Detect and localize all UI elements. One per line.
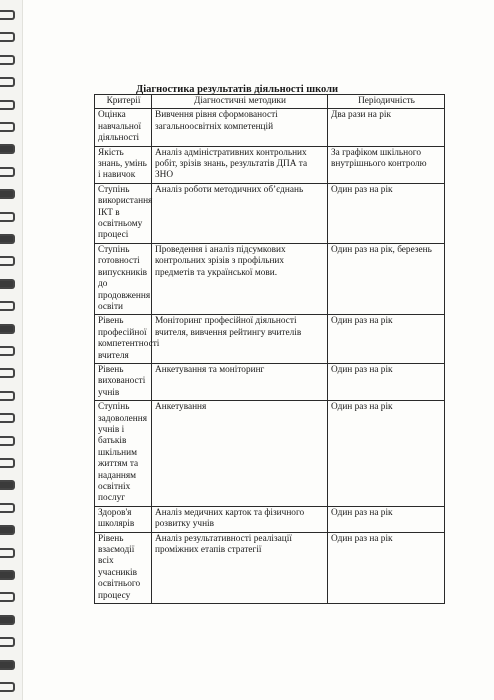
header-criteria: Критерії — [95, 95, 152, 109]
binding-ring — [0, 525, 15, 535]
binding-ring — [0, 436, 15, 446]
binding-ring — [0, 413, 15, 423]
table-row — [95, 532, 445, 603]
diagnostics-table — [94, 94, 445, 604]
binding-ring — [0, 346, 15, 356]
criteria-cell: Ступінь використання ІКТ в освітньому процесі — [95, 183, 152, 243]
table-row — [95, 183, 445, 243]
binding-ring — [0, 637, 15, 647]
criteria-cell: Ступінь задоволення учнів і батьків шкільним життям та наданням освітніх послуг — [95, 401, 152, 507]
periodicity-cell: Один раз на рік — [328, 506, 445, 532]
header-methods: Діагностичні методики — [152, 95, 328, 109]
binding-ring — [0, 55, 15, 65]
criteria-cell: Здоров'я школярів — [95, 506, 152, 532]
method-cell: Аналіз адміністративних контрольних робіт, зрізів знань, результатів ДПА та ЗНО — [152, 146, 328, 183]
periodicity-cell: Один раз на рік, березень — [328, 243, 445, 314]
method-cell: Вивчення рівня сформованості загальноосвітніх компетенцій — [152, 109, 328, 146]
periodicity-cell: Один раз на рік — [328, 532, 445, 603]
binding-ring — [0, 32, 15, 42]
binding-ring — [0, 100, 15, 110]
criteria-cell: Якість знань, умінь і навичок — [95, 146, 152, 183]
table-row — [95, 401, 445, 507]
method-cell: Аналіз роботи методичних об’єднань — [152, 183, 328, 243]
periodicity-cell: Два рази на рік — [328, 109, 445, 146]
table-row — [95, 506, 445, 532]
binding-ring — [0, 480, 15, 490]
method-cell: Анкетування — [152, 401, 328, 507]
binding-ring — [0, 391, 15, 401]
binding-ring — [0, 279, 15, 289]
method-cell: Проведення і аналіз підсумкових контрольних зрізів з профільних предметів та української мови. — [152, 243, 328, 314]
binding-ring — [0, 503, 15, 513]
binding-ring — [0, 301, 15, 311]
periodicity-cell: За графіком шкільного внутрішнього контролю — [328, 146, 445, 183]
binding-ring — [0, 570, 15, 580]
criteria-cell: Рівень взаємодії всіх учасників освітнього процесу — [95, 532, 152, 603]
periodicity-cell: Один раз на рік — [328, 183, 445, 243]
binding-ring — [0, 77, 15, 87]
binding-ring — [0, 10, 15, 20]
periodicity-cell: Один раз на рік — [328, 363, 445, 400]
method-cell: Моніторинг професійної діяльності вчителя, вивчення рейтингу вчителів — [152, 315, 328, 364]
binding-ring — [0, 592, 15, 602]
binding-ring — [0, 234, 15, 244]
method-cell: Аналіз медичних карток та фізичного розвитку учнів — [152, 506, 328, 532]
spiral-binding — [0, 0, 23, 700]
table-row — [95, 109, 445, 146]
binding-ring — [0, 548, 15, 558]
periodicity-cell: Один раз на рік — [328, 315, 445, 364]
binding-ring — [0, 122, 15, 132]
binding-ring — [0, 167, 15, 177]
method-cell: Анкетування та моніторинг — [152, 363, 328, 400]
table-row — [95, 146, 445, 183]
binding-ring — [0, 368, 15, 378]
method-cell: Аналіз результативності реалізації проміжних етапів стратегії — [152, 532, 328, 603]
binding-ring — [0, 682, 15, 692]
table-row — [95, 243, 445, 314]
criteria-cell: Рівень вихованості учнів — [95, 363, 152, 400]
binding-ring — [0, 324, 15, 334]
header-periodicity: Періодичність — [328, 95, 445, 109]
table-row — [95, 363, 445, 400]
binding-ring — [0, 256, 15, 266]
criteria-cell: Ступінь готовності випускників до продовження освіти — [95, 243, 152, 314]
binding-ring — [0, 458, 15, 468]
binding-ring — [0, 212, 15, 222]
document-title: Діагностика результатів діяльності школи — [136, 84, 339, 95]
criteria-cell: Оцінка навчальної діяльності — [95, 109, 152, 146]
binding-ring — [0, 660, 15, 670]
criteria-cell: Рівень професійної компетентності вчителя — [95, 315, 152, 364]
periodicity-cell: Один раз на рік — [328, 401, 445, 507]
binding-ring — [0, 615, 15, 625]
table-row — [95, 315, 445, 364]
binding-ring — [0, 189, 15, 199]
binding-ring — [0, 144, 15, 154]
table-header-row — [95, 95, 445, 109]
